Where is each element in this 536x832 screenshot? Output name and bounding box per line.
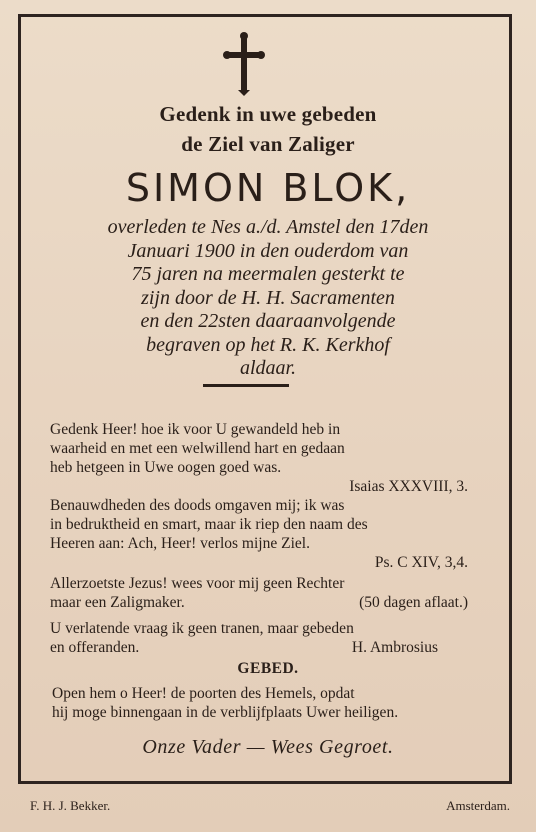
prayer-isaias	[50, 420, 468, 496]
prayer-line-with-source	[50, 638, 468, 657]
biography-line: begraven op het R. K. Kerkhof	[146, 333, 390, 356]
prayer-source: H. Ambrosius	[351, 639, 438, 656]
prayer-line: Heeren aan: Ach, Heer! verlos mijne Ziel.	[50, 535, 310, 552]
heading-line-1: Gedenk in uwe gebeden	[159, 102, 377, 126]
indulgence-note: (50 dagen aflaat.)	[359, 594, 468, 611]
prayer-line: maar een Zaligmaker.	[50, 594, 185, 611]
prayer-line-with-note	[50, 593, 468, 612]
cross-icon	[221, 32, 267, 96]
printer-name: F. H. J. Bekker.	[30, 798, 111, 813]
biography-line: 75 jaren na meermalen gesterkt te	[131, 263, 405, 285]
biography	[0, 216, 536, 381]
prayer-source: Isaias XXXVIII, 3.	[349, 478, 468, 495]
prayer-jezus	[50, 574, 468, 612]
prayer-line: in bedruktheid en smart, maar ik riep den naam des	[50, 516, 368, 533]
biography-line: overleden te Nes a./d. Amstel den 17den	[107, 216, 429, 238]
prayer-source: Ps. C XIV, 3,4.	[374, 554, 468, 571]
prayer-line: U verlatende vraag ik geen tranen, maar gebeden	[50, 620, 354, 637]
prayer-line: Allerzoetste Jezus! wees voor mij geen Rechter	[50, 575, 345, 592]
printer-city: Amsterdam.	[446, 798, 510, 813]
prayer-line: heb hetgeen in Uwe oogen goed was.	[50, 459, 282, 476]
biography-line: zijn door de H. H. Sacramenten	[141, 286, 395, 309]
deceased-name: SIMON BLOK,	[125, 166, 411, 210]
closing-prayers: Onze Vader — Wees Gegroet.	[142, 736, 394, 758]
prayer-line: en offeranden.	[50, 639, 140, 656]
prayer-line: hij moge binnengaan in de verblijfplaats Uwer heiligen.	[52, 704, 399, 721]
biography-line: en den 22sten daaraanvolgende	[140, 310, 396, 332]
prayer-psalm	[50, 496, 468, 572]
prayer-line: waarheid en met een welwillend hart en gedaan	[50, 440, 345, 457]
gebed-title: GEBED.	[237, 660, 299, 677]
biography-line: Januari 1900 in den ouderdom van	[127, 239, 409, 262]
divider-rule	[203, 384, 289, 387]
prayer-line: Gedenk Heer! hoe ik voor U gewandeld heb in	[50, 421, 341, 438]
prayer-ambrosius	[50, 619, 468, 657]
prayer-line: Open hem o Heer! de poorten des Hemels, opdat	[52, 685, 355, 702]
prayer-line: Benauwdheden des doods omgaven mij; ik was	[50, 497, 345, 514]
biography-line: aldaar.	[239, 357, 297, 379]
heading-line-2: de Ziel van Zaliger	[181, 132, 355, 156]
gebed-text	[52, 684, 470, 722]
